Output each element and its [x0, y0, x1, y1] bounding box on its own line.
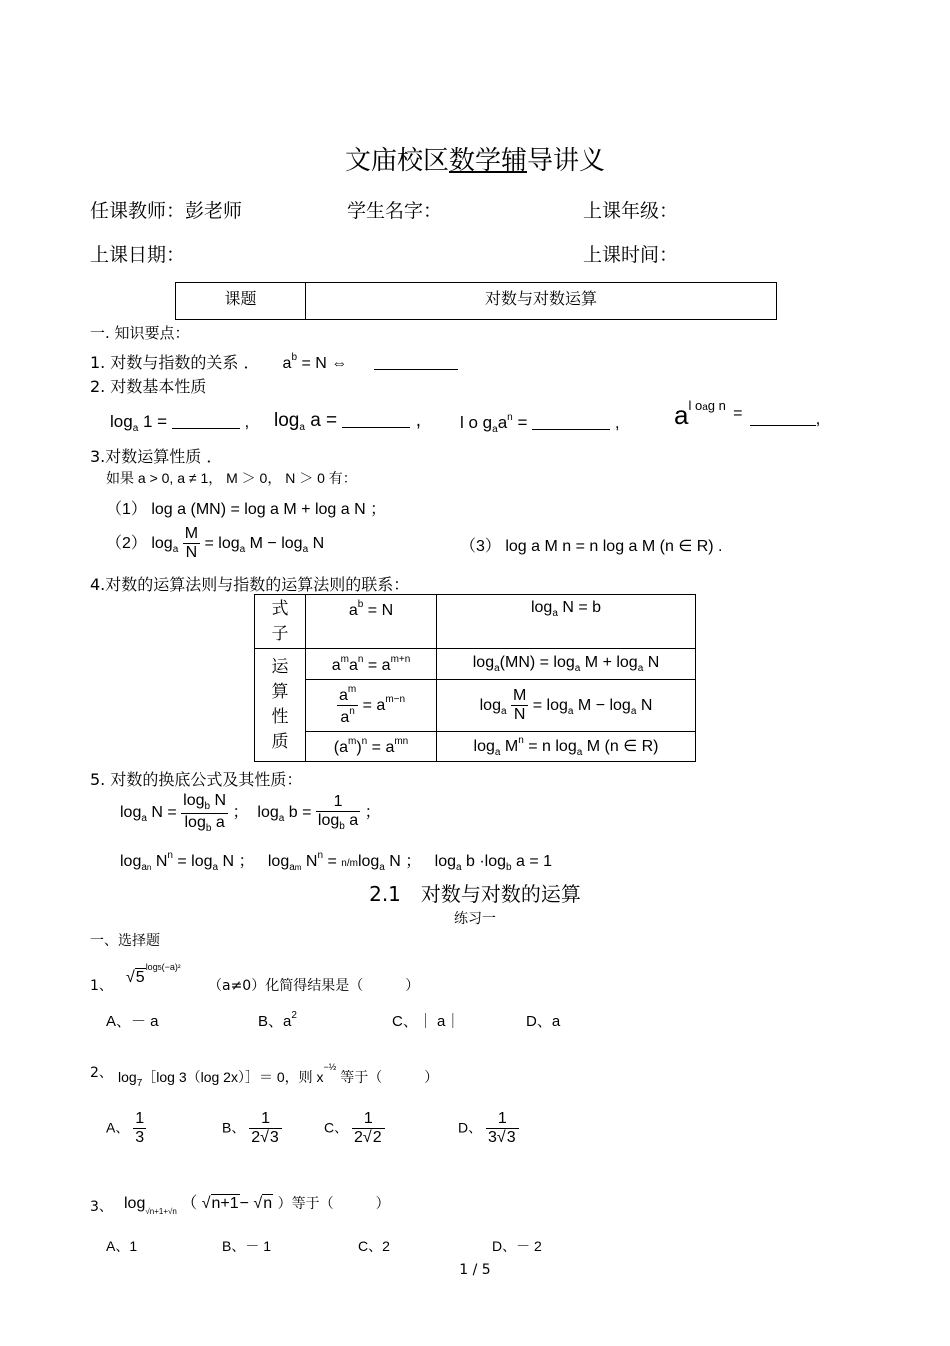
answer-blank: [532, 415, 610, 430]
q3-expression: $\log_{√n+1+√n}$ （ √n+1− √n ）等于（ ）: [124, 1195, 390, 1216]
table-header-log: $\log_a N = b$: [437, 595, 696, 649]
q2-number: 2、: [90, 1065, 113, 1081]
q3-number: 3、: [90, 1199, 113, 1215]
point-2: 2. 对数基本性质: [90, 377, 207, 396]
q1-number: 1、: [90, 978, 113, 994]
q1-option-d[interactable]: D、a: [526, 1013, 561, 1030]
page-number: 1 / 5: [459, 1262, 491, 1278]
rule-2-label: （2）: [106, 535, 147, 553]
point-1-text: 1. 对数与指数的关系 ．: [90, 353, 260, 372]
q3-option-b[interactable]: B、－ 1: [222, 1238, 272, 1254]
property-log1: $\log_a 1$ = ,: [110, 412, 250, 434]
section-title: 2.1 对数与对数的运算: [369, 882, 581, 906]
relation-table: [254, 594, 696, 762]
answer-blank: [750, 411, 816, 426]
table-header-form: 式子: [255, 595, 306, 649]
point-1: [90, 350, 458, 373]
point-3: 3.对数运算性质 ．: [90, 447, 223, 466]
property-alog: $a^{l oag n}$ = ,: [674, 398, 821, 430]
q1-option-a[interactable]: A、－ a: [106, 1013, 159, 1030]
q1-text: （a≠0）化简得结果是（ ）: [208, 978, 420, 994]
conditions: 如果 a > 0, a ≠ 1， M ＞ 0， N ＞ 0 有：: [106, 470, 357, 486]
base-properties: $\log_{an} N^n = \log_a N$ ； $\log_{am} N^n = n/mlog_a$ N ； $\log_a b \cdot\log_b$ a = 1: [120, 850, 553, 873]
q2-option-a[interactable]: A、 $\frac{1}{3}$: [106, 1110, 145, 1147]
q2-option-d[interactable]: D、 $\frac{1}{3√3}$: [458, 1110, 519, 1148]
table-cell-exp-mult: $a^ma^n = a^{m+n}$: [306, 649, 437, 680]
property-loga: $\log_a a$ = ,: [274, 410, 421, 433]
topic-value: 对数与对数运算: [306, 283, 777, 320]
topic-label: 课题: [176, 283, 306, 320]
grade-field: 上课年级：: [583, 200, 679, 222]
table-cell-log-mult: $\log_a(MN) = \log_a M + \log_a N$: [437, 649, 696, 680]
topic-table: [175, 282, 777, 320]
rule-1: （1） log a (MN) = log a M + log a N ；: [106, 501, 387, 518]
q2-option-c[interactable]: C、 $\frac{1}{2√2}$: [324, 1110, 385, 1148]
point-1-formula: $a^b = N$ ⇔: [282, 352, 348, 372]
fraction-m-n: $\frac{M}{N}$: [184, 525, 199, 562]
q2-option-b[interactable]: B、 $\frac{1}{2√3}$: [222, 1110, 282, 1148]
q1-option-b[interactable]: B、$a^2$: [258, 1010, 297, 1030]
answer-blank: [374, 355, 458, 370]
q2-expression: $\log_7[\log$ 3（log 2x）］＝ 0，则 $x^{-\frac{1}{2}}$ 等于（ ）: [118, 1062, 439, 1089]
change-of-base: $\log_a N$ = $\frac{\log_b N}{\log_b a}$ ； $\log_a b$ = $\frac{1}{\log_b a}$ ；: [120, 792, 381, 834]
answer-blank: [342, 413, 410, 428]
rule-2: （2） $\log_a$ $\frac{M}{N}$ = $\log_a M - \log_a N$: [106, 525, 325, 562]
question-type: 一、选择题: [90, 933, 160, 949]
q1-expression: $√5^{log5(-a)^2}$: [126, 962, 181, 986]
rule-3: （3） log a M n = n log a M (n ∈ R) .: [460, 538, 723, 555]
table-cell-exp-div: $\frac{a^m}{a^n}$ = $a^{m-n}$: [306, 680, 437, 732]
q3-option-d[interactable]: D、－ 2: [492, 1238, 542, 1254]
answer-blank: [172, 414, 240, 429]
student-name-field: 学生名字：: [347, 200, 443, 222]
table-cell-log-pow: $\log_a M^n = n$ $\log_a M$ (n ∈ R): [437, 732, 696, 762]
teacher-field: 任课教师：彭老师: [90, 200, 243, 222]
table-cell-log-div: $\log_a$ $\frac{M}{N}$ = $\log_a M - \log_a N$: [437, 680, 696, 732]
knowledge-heading: 一. 知识要点：: [90, 324, 190, 342]
time-field: 上课时间：: [583, 244, 679, 266]
page-title: 文庙校区数学辅导讲义: [344, 146, 606, 176]
date-field: 上课日期：: [90, 244, 186, 266]
q3-option-c[interactable]: C、2: [358, 1238, 390, 1254]
table-header-exp: $a^b = N$: [306, 595, 437, 649]
q3-option-a[interactable]: A、1: [106, 1238, 138, 1254]
table-side-label: 运算性质: [255, 649, 306, 762]
point-5: 5. 对数的换底公式及其性质：: [90, 770, 303, 789]
section-subtitle: 练习一: [454, 911, 496, 927]
property-logan: l o $g_aa^n$ = ,: [460, 412, 620, 435]
point-4: 4.对数的运算法则与指数的运算法则的联系：: [90, 575, 410, 594]
q1-option-c[interactable]: C、｜ a｜: [392, 1013, 461, 1030]
table-cell-exp-pow: $(a^m)^n = a^{mn}$: [306, 732, 437, 762]
